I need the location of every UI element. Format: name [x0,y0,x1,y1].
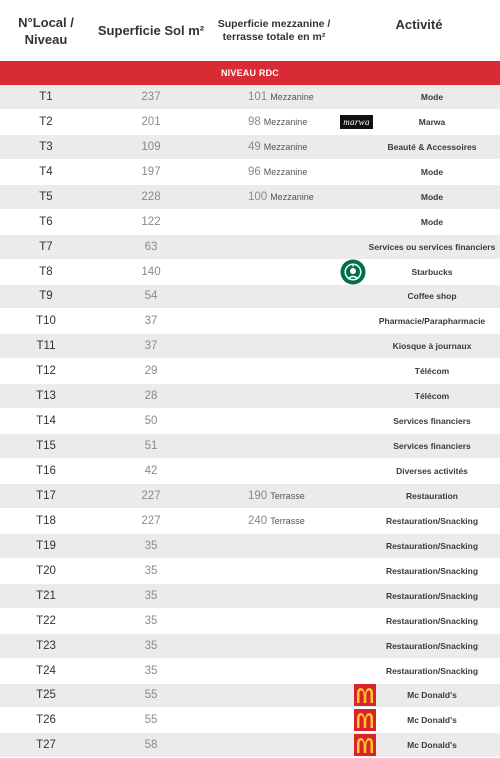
cell-local: T24 [36,664,56,677]
cell-superficie-mezzanine [248,359,343,383]
table-row [0,584,500,609]
cell-superficie-mezzanine [248,210,343,234]
table-header [0,0,500,61]
cell-activite: Pharmacie/Parapharmacie [378,316,486,327]
mezzanine-value: 49 [248,140,261,153]
mezzanine-kind: Mezzanine [263,141,308,152]
cell-superficie-sol: 197 [141,165,161,178]
cell-activite: Restauration/Snacking [385,540,479,551]
cell-local: T6 [39,215,53,228]
cell-activite: Services ou services financiers [368,241,496,252]
cell-activite: Restauration/Snacking [385,515,479,526]
cell-superficie-sol: 227 [141,514,161,527]
cell-activite: Marwa [418,116,446,127]
cell-local: T18 [36,514,56,527]
cell-activite: Restauration/Snacking [385,565,479,576]
table-row [0,235,500,260]
table-body [0,85,500,758]
cell-activite: Coffee shop [407,291,457,302]
cell-superficie-mezzanine [248,85,343,109]
mezzanine-value: 96 [248,165,261,178]
header-activite: Activité [395,17,443,32]
cell-local: T15 [36,440,56,453]
cell-activite: Starbucks [411,266,453,277]
mezzanine-kind: Terrasse [270,515,305,526]
cell-superficie-sol: 109 [141,140,161,153]
cell-local: T14 [36,415,56,428]
table-row [0,384,500,409]
cell-superficie-sol: 35 [144,564,158,577]
cell-superficie-sol: 35 [144,664,158,677]
table-row [0,285,500,310]
cell-superficie-sol: 140 [141,265,161,278]
cell-activite: Diverses activités [396,466,468,477]
mezzanine-kind: Mezzanine [263,116,308,127]
cell-superficie-sol: 29 [144,365,158,378]
cell-superficie-sol: 54 [144,290,158,303]
mezzanine-value: 240 [248,514,268,527]
mezzanine-value: 100 [248,190,268,203]
cell-local: T22 [36,614,56,627]
table-row [0,135,500,160]
cell-local: T3 [39,140,53,153]
cell-activite: Kiosque à journaux [392,341,472,352]
cell-superficie-sol: 51 [144,440,158,453]
cell-local: T26 [36,714,56,727]
table-row [0,260,500,285]
cell-superficie-sol: 201 [141,115,161,128]
cell-superficie-sol: 55 [144,689,158,702]
cell-superficie-sol: 37 [144,315,158,328]
cell-superficie-mezzanine [248,285,343,309]
cell-local: T9 [39,290,53,303]
mezzanine-value: 101 [248,90,268,103]
cell-activite: Mc Donald's [407,690,457,701]
cell-activite: Restauration/Snacking [385,590,479,601]
cell-superficie-mezzanine [248,509,343,533]
cell-superficie-sol: 28 [144,390,158,403]
table-row [0,409,500,434]
table-row [0,359,500,384]
cell-local: T8 [39,265,53,278]
cell-local: T1 [39,90,53,103]
cell-activite: Mc Donald's [407,715,457,726]
cell-superficie-sol: 63 [144,240,158,253]
table-row [0,733,500,758]
mezzanine-value: 98 [248,115,261,128]
cell-superficie-sol: 35 [144,614,158,627]
cell-superficie-mezzanine [248,110,343,134]
table-row [0,334,500,359]
cell-local: T17 [36,489,56,502]
cell-superficie-mezzanine [248,334,343,358]
table-row [0,708,500,733]
mezzanine-value: 190 [248,489,268,502]
cell-superficie-mezzanine [248,235,343,259]
header-local: N°Local / Niveau [18,14,74,47]
table-row [0,509,500,534]
cell-local: T10 [36,315,56,328]
cell-superficie-mezzanine [248,733,343,757]
table-row [0,185,500,210]
table-row [0,634,500,659]
cell-superficie-sol: 55 [144,714,158,727]
starbucks-logo [340,259,366,285]
cell-local: T27 [36,739,56,752]
cell-activite: Mode [420,166,444,177]
table-row [0,110,500,135]
cell-superficie-mezzanine [248,559,343,583]
mezzanine-kind: Mezzanine [270,191,314,202]
cell-activite: Mode [420,91,444,102]
table-row [0,160,500,185]
cell-superficie-mezzanine [248,459,343,483]
cell-superficie-mezzanine [248,384,343,408]
cell-superficie-mezzanine [248,434,343,458]
table-row [0,459,500,484]
cell-local: T16 [36,465,56,478]
section-band: NIVEAU RDC [0,61,500,85]
cell-superficie-sol: 237 [141,90,161,103]
cell-superficie-mezzanine [248,534,343,558]
cell-superficie-sol: 42 [144,465,158,478]
cell-superficie-mezzanine [248,185,343,209]
cell-superficie-sol: 228 [141,190,161,203]
cell-local: T4 [39,165,53,178]
cell-superficie-mezzanine [248,684,343,708]
cell-local: T11 [36,340,56,353]
cell-superficie-sol: 50 [144,415,158,428]
table-row [0,534,500,559]
cell-superficie-sol: 35 [144,589,158,602]
cell-superficie-mezzanine [248,634,343,658]
cell-activite: Mc Donald's [407,740,457,751]
header-superficie-mezzanine: Superficie mezzanine / terrasse totale en m² [217,18,331,43]
cell-activite: Restauration/Snacking [385,615,479,626]
cell-local: T19 [36,539,56,552]
cell-local: T13 [36,390,56,403]
table-row [0,559,500,584]
cell-local: T25 [36,689,56,702]
mezzanine-kind: Mezzanine [263,166,308,177]
cell-local: T5 [39,190,53,203]
table-row [0,210,500,235]
table-row [0,309,500,334]
marwa-logo: marwa [340,115,373,129]
header-superficie-sol: Superficie Sol m² [97,23,205,38]
mezzanine-kind: Mezzanine [270,91,314,102]
cell-superficie-mezzanine [248,409,343,433]
cell-superficie-mezzanine [248,309,343,333]
cell-activite: Services financiers [393,416,471,427]
table-row [0,684,500,709]
cell-superficie-sol: 35 [144,639,158,652]
cell-superficie-sol: 58 [144,739,158,752]
cell-activite: Restauration/Snacking [385,640,479,651]
cell-superficie-mezzanine [248,659,343,683]
cell-superficie-mezzanine [248,708,343,732]
mezzanine-kind: Terrasse [270,490,305,501]
cell-activite: Mode [420,216,444,227]
cell-superficie-mezzanine [248,484,343,508]
cell-superficie-sol: 35 [144,539,158,552]
table-row [0,484,500,509]
cell-activite: Restauration [406,490,458,501]
cell-superficie-sol: 122 [141,215,161,228]
table-row [0,85,500,110]
cell-local: T23 [36,639,56,652]
cell-local: T21 [36,589,56,602]
cell-activite: Beauté & Accessoires [387,141,477,152]
cell-superficie-mezzanine [248,584,343,608]
cell-activite: Télécom [414,366,450,377]
cell-superficie-mezzanine [248,609,343,633]
cell-superficie-mezzanine [248,135,343,159]
cell-activite: Mode [420,191,444,202]
cell-activite: Télécom [414,391,450,402]
cell-local: T12 [36,365,56,378]
cell-local: T2 [39,115,53,128]
cell-local: T7 [39,240,53,253]
cell-local: T20 [36,564,56,577]
cell-superficie-mezzanine [248,260,343,284]
cell-superficie-sol: 37 [144,340,158,353]
cell-activite: Restauration/Snacking [385,665,479,676]
cell-superficie-mezzanine [248,160,343,184]
cell-superficie-sol: 227 [141,489,161,502]
table-row [0,609,500,634]
table-row [0,659,500,684]
cell-activite: Services financiers [393,441,471,452]
table-row [0,434,500,459]
